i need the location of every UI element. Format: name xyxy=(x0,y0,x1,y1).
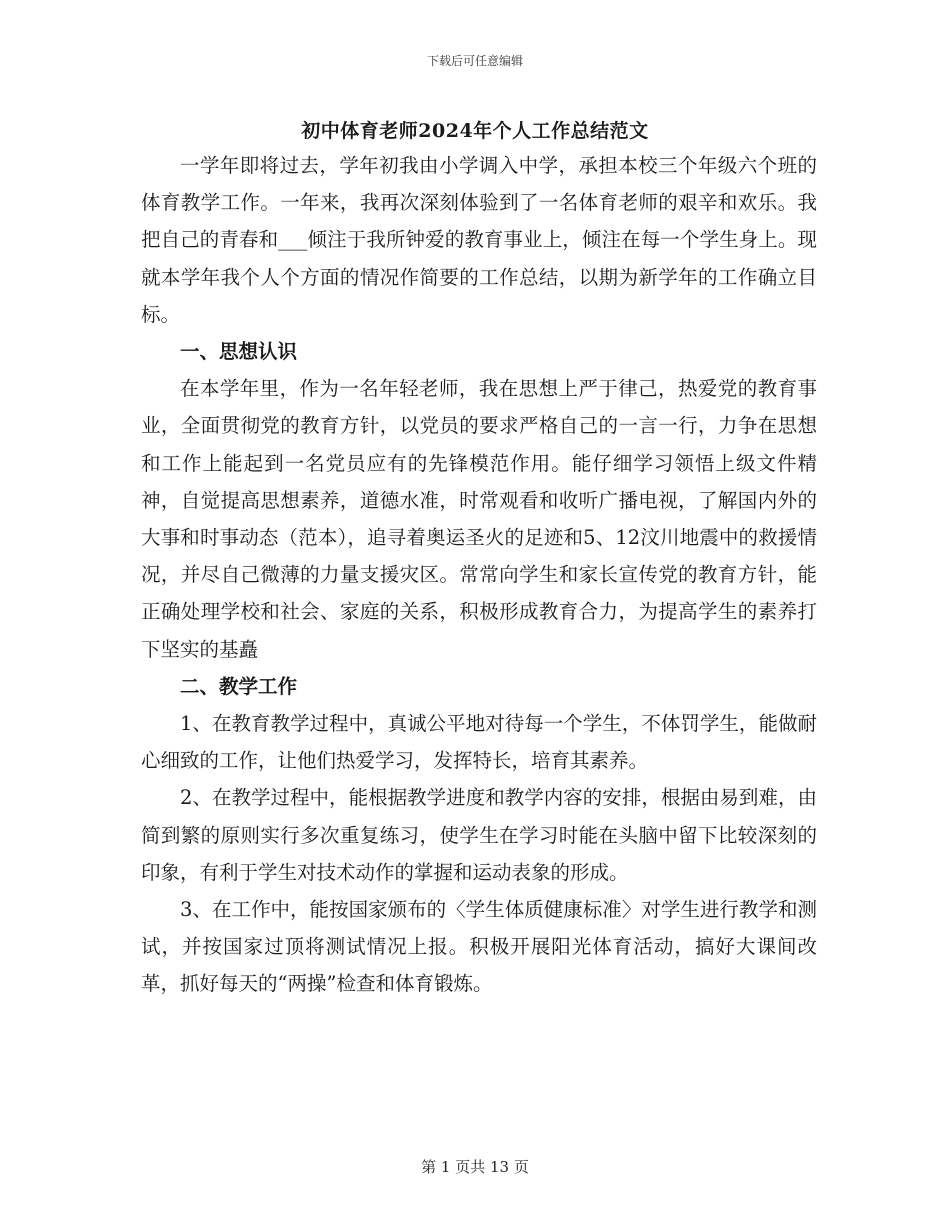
document-title: 初中体育老师2024年个人工作总结范文 xyxy=(301,120,649,142)
section-paragraph-thought: 在本学年里，作为一名年轻老师，我在思想上严于律己，热爱党的教育事业，全面贯彻党的教育方针，以党员的要求严格自己的一言一行，力争在思想和工作上能起到一名党员应有的先锋模范作用。能仔细学习领悟上级文件精神，自觉提高思想素养，道德水准，时常观看和收听广播电视，了解国内外的大事和时事动态（范本），追寻着奥运圣火的足迹和5、12汶川地震中的救援情况，并尽自己微薄的力量支援灾区。常常向学生和家长宣传党的教育方针，能正确处理学校和社会、家庭的关系，积极形成教育合力，为提高学生的素养打下坚实的基矗 xyxy=(141,377,817,661)
section-heading-thought: 一、思想认识 xyxy=(180,340,298,364)
section-heading-teaching: 二、教学工作 xyxy=(180,674,298,698)
teaching-item-1: 1、在教育教学过程中，真诚公平地对待每一个学生，不体罚学生，能做耐心细致的工作，让他们热爱学习，发挥特长，培育其素养。 xyxy=(141,712,817,773)
page-header: 下载后可任意编辑 xyxy=(426,54,523,68)
page-footer: 第 1 页共 13 页 xyxy=(421,1158,529,1176)
teaching-item-3: 3、在工作中，能按国家颁布的〈学生体质健康标准〉对学生进行教学和测试，并按国家过顶将测试情况上报。积极开展阳光体育活动，搞好大课间改革，抓好每天的“两操”检查和体育锻炼。 xyxy=(141,898,817,996)
document-body xyxy=(141,147,817,1003)
teaching-item-2: 2、在教学过程中，能根据教学进度和教学内容的安排，根据由易到难，由简到繁的原则实行多次重复练习，使学生在学习时能在头脑中留下比较深刻的印象，有利于学生对技术动作的掌握和运动表象的形成。 xyxy=(141,786,817,884)
intro-paragraph: 一学年即将过去，学年初我由小学调入中学，承担本校三个年级六个班的体育教学工作。一年来，我再次深刻体验到了一名体育老师的艰辛和欢乐。我把自己的青春和___倾注于我所钟爱的教育事业上，倾注在每一个学生身上。现就本学年我个人个方面的情况作简要的工作总结，以期为新学年的工作确立目标。 xyxy=(141,154,817,326)
